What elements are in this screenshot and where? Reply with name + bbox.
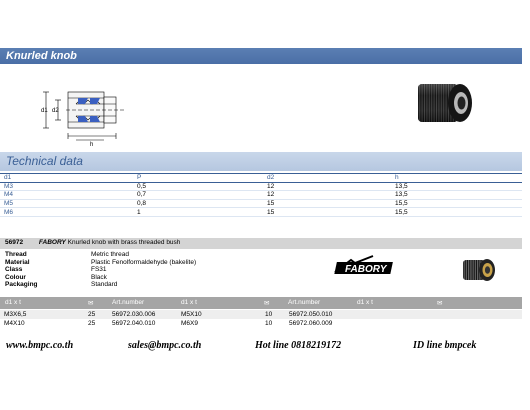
spec-row: [5, 259, 196, 267]
hotline-text: Hot line 0818219172: [255, 340, 342, 351]
spec-key: Material: [5, 258, 30, 266]
column-header: h: [395, 174, 399, 182]
table-cell: 12: [267, 182, 275, 190]
table-row: [0, 310, 522, 319]
table-cell: M4: [4, 191, 14, 199]
spec-row: [5, 281, 196, 289]
fabory-logo: [333, 252, 397, 278]
table-row: [0, 191, 522, 200]
package-icon: ✉: [88, 300, 94, 307]
product-code: 56972: [5, 239, 24, 246]
table-cell: M5X10: [177, 310, 261, 319]
technical-data-table: [0, 173, 522, 217]
spec-key: Packaging: [5, 281, 38, 289]
spec-key: Colour: [5, 273, 26, 281]
contact-footer: [0, 337, 522, 355]
table-cell: 12: [267, 191, 275, 199]
table-cell: M3: [4, 182, 14, 190]
table-header-row: [0, 174, 522, 183]
spec-row: [5, 266, 196, 274]
table-cell: 56972.030.006: [108, 310, 177, 319]
spec-row: [5, 251, 196, 259]
table-cell: 10: [265, 320, 273, 327]
table-row: [0, 199, 522, 208]
spec-value: FS31: [91, 266, 107, 274]
column-header: P: [137, 174, 142, 182]
articles-column-header: Art.number: [288, 299, 321, 306]
product-header-band: [0, 238, 522, 249]
technical-data-band: [0, 152, 522, 171]
spec-value: Plastic Fenolformaldehyde (bakelite): [91, 258, 197, 266]
knurled-knob-image: [412, 78, 476, 128]
table-cell: 15,5: [395, 200, 408, 208]
spec-value: Metric thread: [91, 251, 129, 258]
spec-key: Class: [5, 266, 23, 274]
page-title: Knurled knob: [6, 50, 77, 62]
table-cell: M6X9: [181, 320, 198, 327]
d2-dimension-label: d2: [52, 108, 59, 114]
package-icon: ✉: [437, 300, 443, 307]
table-cell: 13,5: [395, 182, 408, 190]
articles-column-header: Art.number: [112, 299, 145, 306]
section-title-band: [0, 48, 522, 64]
table-cell: 25: [84, 310, 108, 319]
table-cell: 56972.050.010: [285, 310, 354, 319]
h-dimension-label: h: [90, 142, 94, 148]
table-row: [0, 208, 522, 217]
table-cell: M4X10: [4, 320, 25, 327]
articles-column-header: d1 x t: [5, 299, 21, 306]
table-cell: M5: [4, 200, 14, 208]
table-cell: 15,5: [395, 208, 408, 216]
articles-table: [0, 310, 522, 328]
table-cell: 25: [88, 320, 96, 327]
spec-row: [5, 274, 196, 282]
fabory-logo-text: FABORY: [345, 264, 387, 275]
knurled-knob-thumbnail: [459, 255, 499, 285]
product-description: Knurled knob with brass threaded bush: [67, 239, 181, 246]
technical-drawing: [40, 78, 160, 148]
table-cell: 15: [267, 200, 275, 208]
table-cell: M3X6,5: [0, 310, 84, 319]
table-cell: 0,8: [137, 200, 147, 208]
column-header: d1: [4, 174, 12, 182]
d1-dimension-label: d1: [41, 108, 48, 114]
spec-key: Thread: [5, 251, 27, 258]
table-cell: 15: [267, 208, 275, 216]
table-cell: 1: [137, 208, 141, 216]
table-row: [0, 182, 522, 191]
line-id-text: ID line bmpcek: [413, 340, 477, 351]
spec-value: Standard: [91, 281, 118, 289]
column-header: d2: [267, 174, 275, 182]
table-cell: [354, 310, 522, 319]
spec-value: Black: [91, 273, 107, 281]
articles-column-header: d1 x t: [357, 299, 373, 306]
table-cell: [354, 319, 522, 328]
email-link[interactable]: sales@bmpc.co.th: [128, 340, 202, 351]
table-cell: 13,5: [395, 191, 408, 199]
website-link[interactable]: www.bmpc.co.th: [6, 340, 74, 351]
table-cell: 0,7: [137, 191, 147, 199]
technical-data-heading: Technical data: [6, 154, 83, 168]
articles-header-band: [0, 297, 522, 309]
table-cell: 56972.040.010: [112, 320, 156, 327]
articles-column-header: d1 x t: [181, 299, 197, 306]
table-cell: 0,5: [137, 182, 147, 190]
table-cell: 56972.060.009: [289, 320, 333, 327]
table-cell: 10: [261, 310, 285, 319]
table-cell: M6: [4, 208, 14, 216]
product-brand: FABORY: [38, 239, 66, 246]
table-row: [0, 319, 522, 328]
package-icon: ✉: [264, 300, 270, 307]
product-specs: [5, 251, 196, 289]
